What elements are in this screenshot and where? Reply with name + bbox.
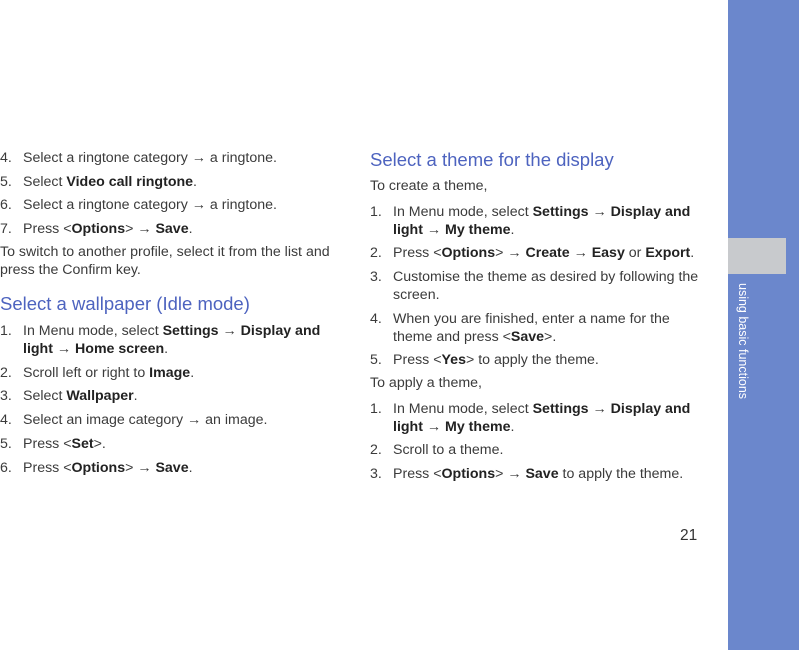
step-text: .	[510, 419, 515, 435]
step-number: 1.	[370, 204, 382, 220]
bold-term: light	[393, 222, 423, 238]
step-line	[23, 149, 277, 167]
bold-term: Wallpaper	[66, 388, 134, 404]
step-number: 4.	[0, 150, 12, 166]
step-line	[393, 441, 503, 459]
step-text: Select a ringtone category → a ringtone.	[23, 197, 277, 213]
step-line-continued	[393, 418, 514, 436]
step-line-continued	[393, 328, 556, 346]
bold-term: Display and	[610, 204, 691, 220]
wallpaper-heading: Select a wallpaper (Idle mode)	[0, 293, 250, 314]
step-text: > to apply the theme.	[465, 352, 599, 368]
bold-term: Set	[71, 436, 94, 452]
step-text: Press <	[393, 245, 442, 261]
step-text: In Menu mode, select	[23, 323, 163, 339]
step-number: 5.	[0, 174, 12, 190]
step-line	[393, 465, 683, 483]
step-text: In Menu mode, select	[393, 401, 533, 417]
step-text: Press <	[23, 436, 72, 452]
section-label: using basic functions	[736, 283, 750, 400]
step-text: →	[569, 245, 592, 261]
step-number: 4.	[370, 311, 382, 327]
step-number: 2.	[370, 442, 382, 458]
step-text: In Menu mode, select	[393, 204, 533, 220]
bold-term: Yes	[441, 352, 466, 368]
step-number: 2.	[370, 245, 382, 261]
step-number: 6.	[0, 460, 12, 476]
step-text: >.	[544, 329, 557, 345]
step-text: .	[193, 174, 197, 190]
step-text: Press <	[23, 221, 72, 237]
step-number: 3.	[370, 269, 382, 285]
step-line	[393, 351, 599, 369]
step-text: Scroll to a theme.	[393, 442, 504, 458]
step-number: 4.	[0, 412, 12, 428]
step-line	[393, 310, 670, 328]
step-text: →	[422, 222, 446, 238]
step-number: 7.	[0, 221, 12, 237]
bold-term: Save	[155, 460, 189, 476]
step-text: Press <	[23, 460, 72, 476]
step-text: →	[52, 341, 76, 357]
bold-term: Options	[441, 245, 496, 261]
step-text: or	[624, 245, 646, 261]
bold-term: Image	[149, 365, 191, 381]
step-line	[23, 220, 193, 238]
step-text: > →	[125, 460, 156, 476]
step-text: .	[190, 365, 195, 381]
step-line	[23, 322, 320, 340]
step-text: .	[188, 221, 193, 237]
bold-term: light	[23, 341, 53, 357]
step-text: >.	[93, 436, 106, 452]
bold-term: Home screen	[75, 341, 165, 357]
step-line	[23, 173, 197, 191]
step-line-continued	[393, 221, 514, 239]
step-number: 5.	[370, 352, 382, 368]
apply-theme-intro: To apply a theme,	[370, 375, 482, 391]
step-line	[23, 364, 194, 382]
step-text: →	[422, 419, 446, 435]
step-number: 3.	[0, 388, 12, 404]
step-text: Select	[23, 388, 67, 404]
step-text: > →	[495, 245, 526, 261]
sidebar-tab-marker	[728, 238, 786, 274]
bold-term: Settings	[532, 204, 589, 220]
bold-term: Settings	[162, 323, 219, 339]
step-text: Select an image category → an image.	[23, 412, 268, 428]
profile-note: To switch to another profile, select it from the list and press the Confirm key.	[0, 244, 330, 278]
bold-term: Easy	[591, 245, 625, 261]
bold-term: Options	[441, 466, 496, 482]
step-number: 1.	[370, 401, 382, 417]
bold-term: Display and	[240, 323, 321, 339]
step-text: Press <	[393, 466, 442, 482]
step-text: Select	[23, 174, 67, 190]
bold-term: light	[393, 419, 423, 435]
step-number: 6.	[0, 197, 12, 213]
step-line	[23, 196, 277, 214]
step-number: 1.	[0, 323, 12, 339]
step-text: screen.	[393, 287, 440, 303]
step-number: 5.	[0, 436, 12, 452]
step-line	[23, 459, 193, 477]
step-text: →	[588, 401, 611, 417]
bold-term: Save	[525, 466, 559, 482]
bold-term: Video call ringtone	[66, 174, 194, 190]
bold-term: Display and	[610, 401, 691, 417]
bold-term: Save	[155, 221, 189, 237]
step-line	[393, 400, 690, 418]
bold-term: Export	[645, 245, 691, 261]
step-number: 3.	[370, 466, 382, 482]
step-text: When you are finished, enter a name for the	[393, 311, 670, 327]
step-text: .	[164, 341, 169, 357]
step-text: .	[510, 222, 515, 238]
step-line	[23, 387, 138, 405]
step-text: Scroll left or right to	[23, 365, 150, 381]
create-theme-intro: To create a theme,	[370, 178, 488, 194]
step-text: theme and press <	[393, 329, 511, 345]
step-line	[23, 411, 267, 429]
step-text: to apply the theme.	[558, 466, 684, 482]
bold-term: Create	[525, 245, 570, 261]
theme-heading: Select a theme for the display	[370, 149, 614, 170]
step-text: .	[188, 460, 193, 476]
page-number: 21	[680, 527, 698, 544]
step-number: 2.	[0, 365, 12, 381]
step-text: .	[690, 245, 695, 261]
step-line	[23, 435, 106, 453]
bold-term: My theme	[445, 419, 511, 435]
step-text: →	[588, 204, 611, 220]
step-text: Customise the theme as desired by following the	[393, 269, 699, 285]
step-text: .	[133, 388, 138, 404]
step-text: Select a ringtone category → a ringtone.	[23, 150, 277, 166]
step-text: →	[218, 323, 241, 339]
bold-term: Settings	[532, 401, 589, 417]
step-line	[393, 203, 690, 221]
step-line-continued	[23, 340, 168, 358]
bold-term: Options	[71, 460, 126, 476]
step-text: Press <	[393, 352, 442, 368]
step-line	[393, 244, 694, 262]
bold-term: My theme	[445, 222, 511, 238]
step-text: > →	[125, 221, 156, 237]
step-text: > →	[495, 466, 526, 482]
bold-term: Save	[510, 329, 545, 345]
step-line	[393, 268, 698, 286]
step-line-continued	[393, 286, 440, 304]
bold-term: Options	[71, 221, 126, 237]
